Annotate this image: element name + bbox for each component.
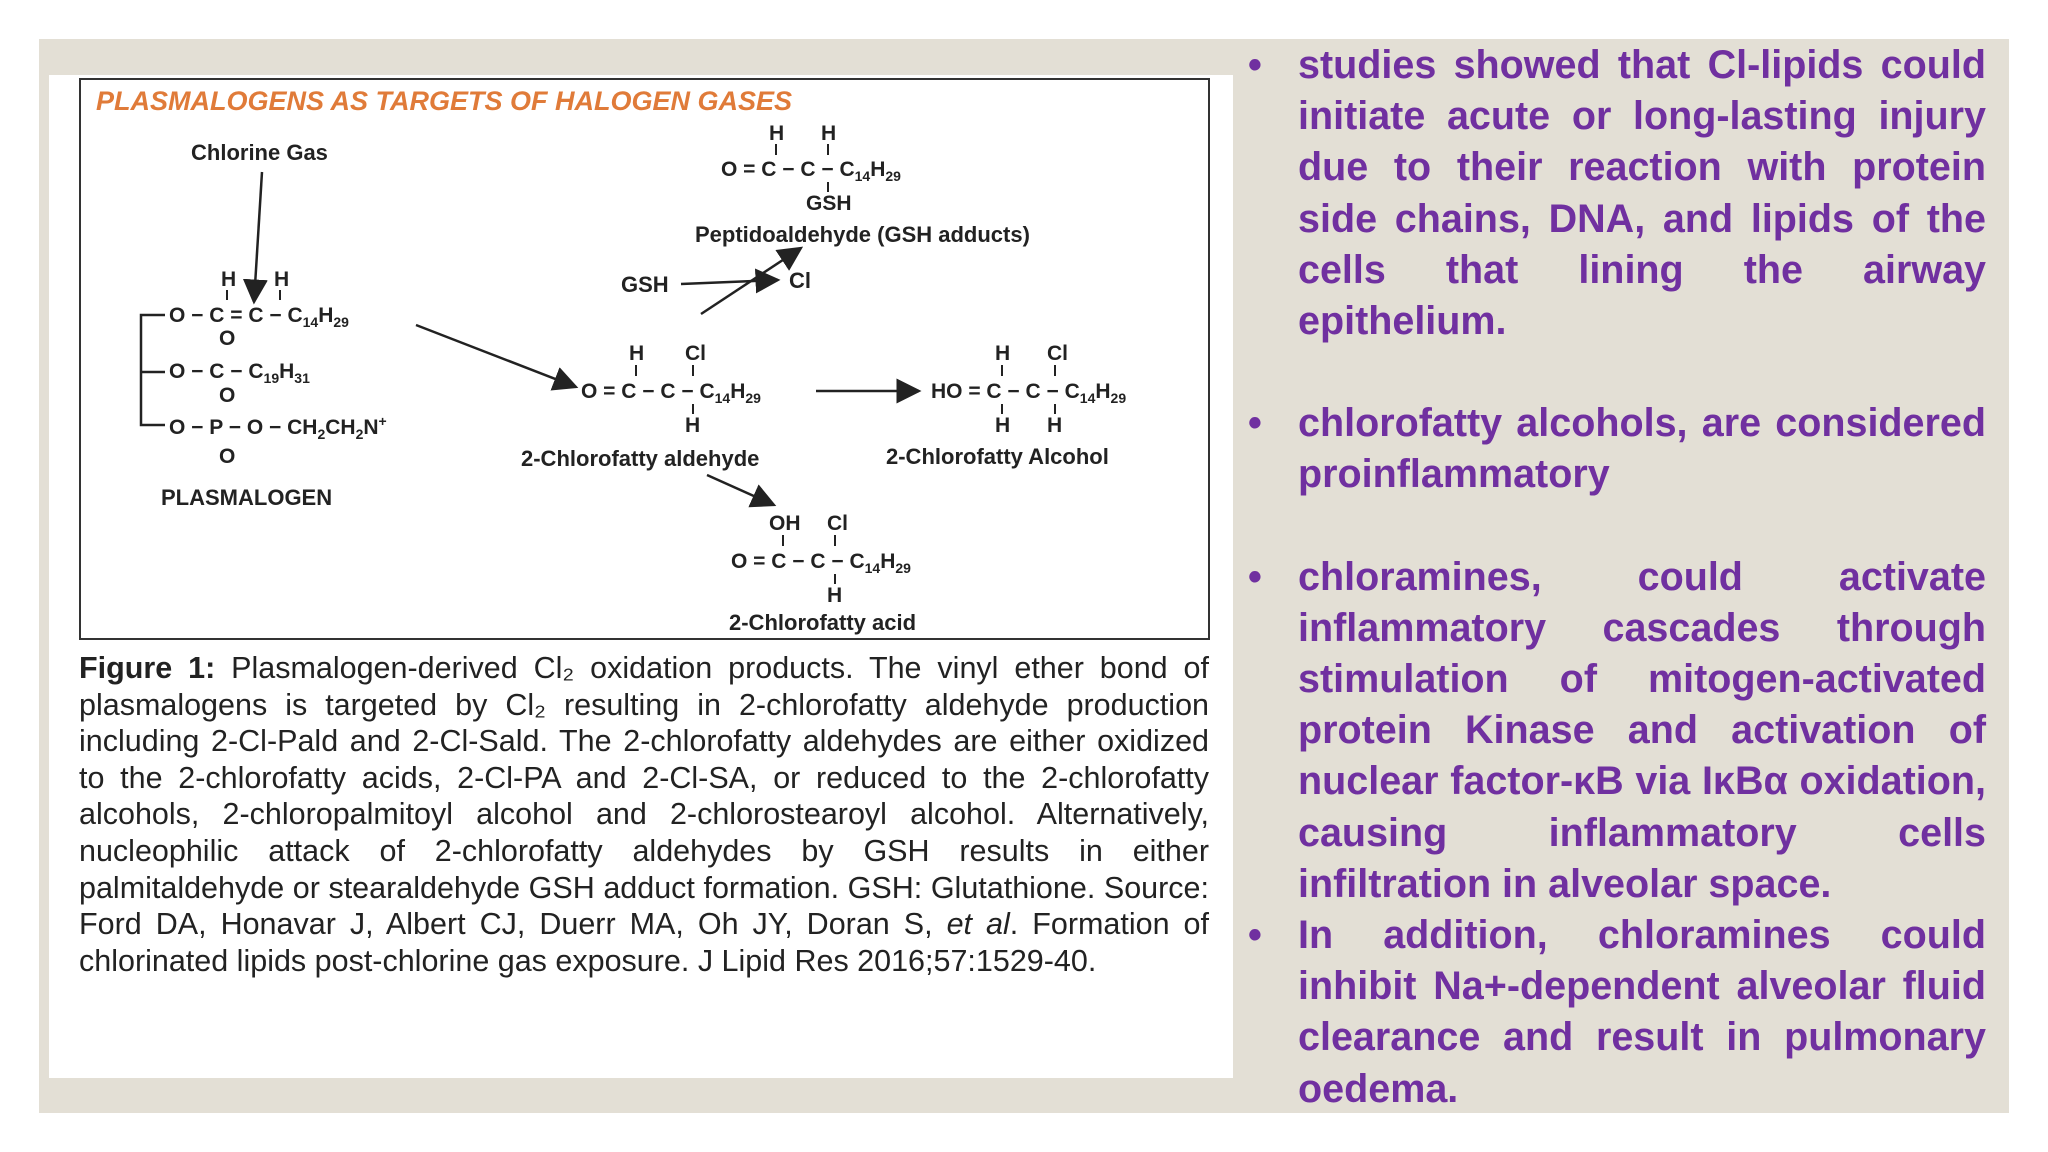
caption-italic: et al bbox=[946, 907, 1010, 942]
bullet-item: • chlorofatty alcohols, are considered proinflammatory bbox=[1248, 398, 1986, 500]
svg-text:H: H bbox=[629, 342, 645, 365]
svg-text:H: H bbox=[995, 342, 1011, 365]
svg-text:O = C − C − C14H29: $O = C - C - C_{14}H_{29}$ bbox=[721, 158, 901, 184]
svg-text:H: H bbox=[995, 414, 1011, 437]
caption-text: Plasmalogen-derived Cl₂ oxidation products. The vinyl ether bond of plasmalogens is targeted by Cl₂ resulting in 2-chlorofatty aldehyde production including 2-Cl-Pald and 2-Cl-Sald. The 2-chlorofatty aldehydes are either oxidized to the 2-chlorofatty acids, 2-Cl-PA and 2-Cl-SA, or reduced to the 2-chlorofatty alcohols, 2-chloropalmitoyl alcohol and 2-chlorostearoyl alcohol. Alternatively, nucleophilic attack of 2-chlorofatty aldehydes by GSH results in either palmitaldehyde or stearaldehyde GSH adduct formation. GSH: Glutathione. Source: Ford DA, Honavar J, Albert CJ, Duerr MA, Oh JY, Doran S, bbox=[79, 651, 1209, 942]
svg-text:H: H bbox=[1047, 414, 1063, 437]
chlorofatty-aldehyde-label: 2-Chlorofatty aldehyde bbox=[521, 446, 760, 471]
svg-text:Cl: Cl bbox=[1047, 342, 1068, 365]
svg-text:H: H bbox=[821, 122, 837, 145]
peptidoaldehyde-label: Peptidoaldehyde (GSH adducts) bbox=[695, 222, 1030, 247]
svg-text:O = C − C − C14H29: $O = C - C - C_{14}H_{29}$ bbox=[581, 380, 761, 406]
svg-text:Cl: Cl bbox=[827, 512, 848, 535]
svg-text:HO = C − C − C14H29: HO = $C - C - C_{14}H_{29}$ bbox=[931, 380, 1127, 406]
chlorine-gas-label: Chlorine Gas bbox=[191, 140, 328, 165]
chlorofatty-aldehyde-structure bbox=[581, 342, 761, 437]
caption-text-end: . Formation of chlorinated lipids post-chlorine gas exposure. J Lipid Res 2016;57:1529-40. bbox=[79, 907, 1209, 978]
figure-title: PLASMALOGENS AS TARGETS OF HALOGEN GASES bbox=[96, 86, 793, 116]
svg-text:O: O bbox=[219, 384, 236, 407]
chlorofatty-alcohol-label: 2-Chlorofatty Alcohol bbox=[886, 444, 1109, 469]
svg-text:H: H bbox=[827, 584, 843, 607]
bullet-item: • In addition, chloramines could inhibit Na+-dependent alveolar fluid clearance and result in pulmonary oedema. bbox=[1248, 910, 1986, 1115]
svg-text:OH: OH bbox=[769, 512, 801, 535]
reaction-diagram bbox=[79, 78, 1210, 640]
chlorofatty-acid-label: 2-Chlorofatty acid bbox=[729, 610, 917, 635]
svg-text:H: H bbox=[769, 122, 785, 145]
svg-text:GSH: GSH bbox=[806, 192, 852, 215]
svg-text:H: H bbox=[221, 268, 237, 291]
svg-text:H: H bbox=[274, 268, 290, 291]
plasmalogen-structure bbox=[141, 268, 387, 468]
bullet-item: • studies showed that Cl-lipids could initiate acute or long-lasting injury due to their reaction with protein side chains, DNA, and lipids of the cells that lining the airway epithelium. bbox=[1248, 40, 1986, 347]
svg-text:H: H bbox=[685, 414, 701, 437]
svg-text:Cl: Cl bbox=[685, 342, 706, 365]
svg-text:O − P − O − CH2CH2N+: $O - P - O - CH_2CH_2N^+$ bbox=[169, 413, 387, 442]
svg-text:O − C = C − C14H29: $O - C = C - C_{14}H_{29}$ bbox=[169, 304, 349, 330]
gsh-label: GSH bbox=[621, 272, 669, 297]
peptidoaldehyde-structure bbox=[721, 122, 901, 215]
caption-label: Figure 1: bbox=[79, 651, 216, 685]
svg-text:O − C − C19H31: $O - C - C_{19}H_{31}$ bbox=[169, 360, 310, 386]
chlorofatty-acid-structure bbox=[731, 512, 911, 607]
bullet-list bbox=[1248, 40, 1986, 1115]
chlorofatty-alcohol-structure bbox=[931, 342, 1126, 437]
figure-caption bbox=[79, 650, 1209, 979]
bullet-item: • chloramines, could activate inflammatory cascades through stimulation of mitogen-activated protein Kinase and activation of nuclear factor-κB via IκBα oxidation, causing inflammatory cells infiltration in alveolar space. bbox=[1248, 552, 1986, 910]
svg-text:O = C − C − C14H29: $O = C - C - C_{14}H_{29}$ bbox=[731, 550, 911, 576]
cl-label: Cl bbox=[789, 268, 811, 293]
svg-text:O: O bbox=[219, 327, 236, 350]
plasmalogen-label: PLASMALOGEN bbox=[161, 485, 333, 510]
svg-text:O: O bbox=[219, 445, 236, 468]
